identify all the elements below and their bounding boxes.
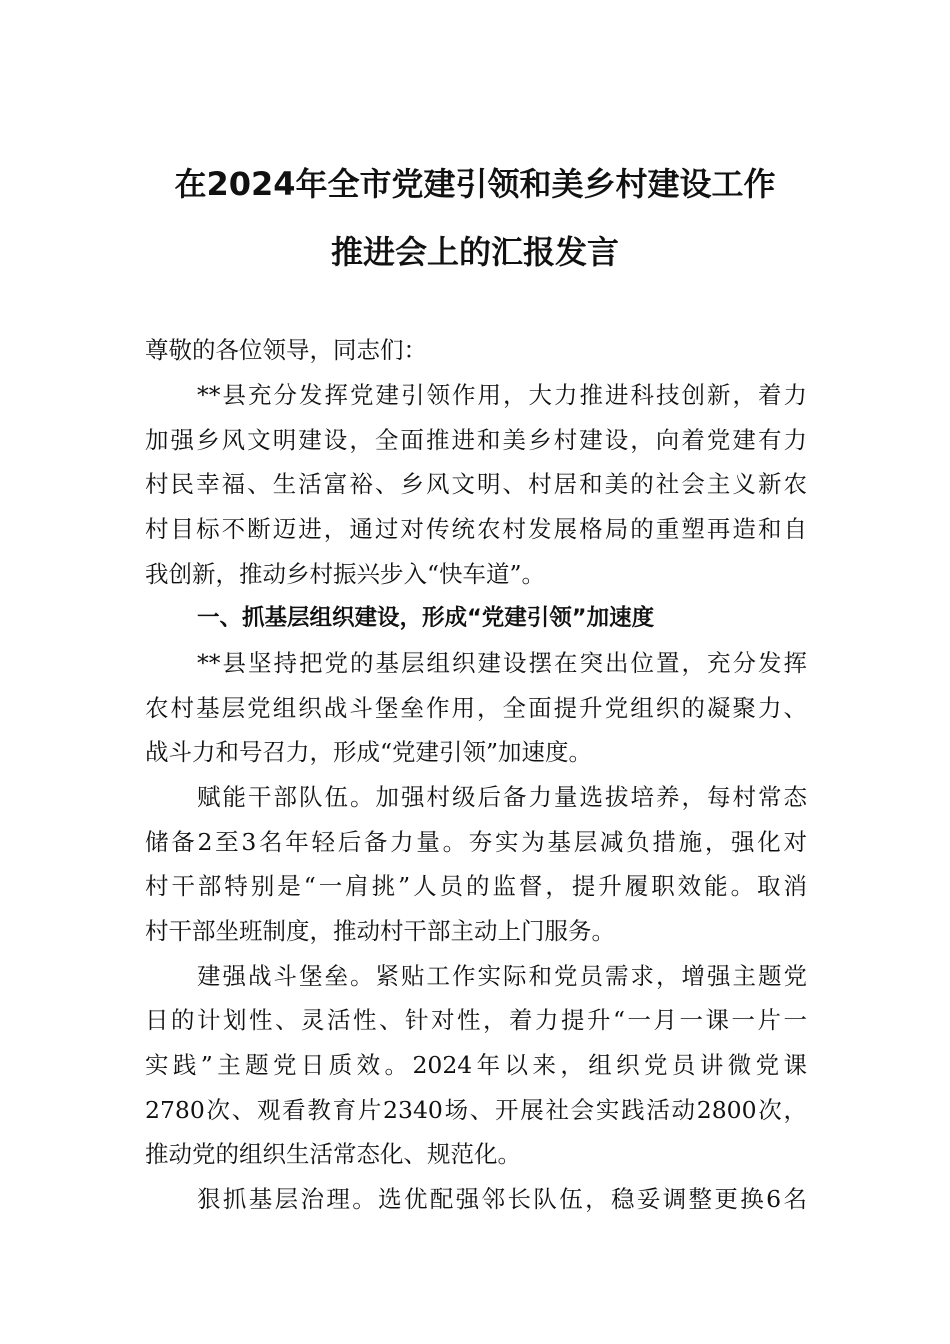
intro-line: **县充分发挥党建引领作用，大力推进科技创新，着力 [197, 381, 807, 409]
document-title-line-2: 推进会上的汇报发言 [330, 233, 619, 271]
intro-line: 我创新，推动乡村振兴步入“快车道”。 [145, 560, 546, 588]
section-intro-line: 战斗力和号召力，形成“党建引领”加速度。 [145, 738, 593, 766]
fortress-paragraph-line: 实践”主题党日质效。2024年以来，组织党员讲微党课 [145, 1051, 807, 1079]
section-heading: 一、抓基层组织建设，形成“党建引领”加速度 [197, 605, 655, 631]
section-intro-line: **县坚持把党的基层组织建设摆在突出位置，充分发挥 [197, 649, 807, 677]
cadre-paragraph-line: 储备2至3名年轻后备力量。夯实为基层减负措施，强化对 [145, 828, 807, 856]
fortress-paragraph-line: 2780次、观看教育片2340场、开展社会实践活动2800次， [145, 1096, 807, 1124]
fortress-paragraph-line: 日的计划性、灵活性、针对性，着力提升“一月一课一片一 [145, 1006, 807, 1034]
salutation: 尊敬的各位领导，同志们： [145, 336, 427, 364]
fortress-paragraph-line: 推动党的组织生活常态化、规范化。 [145, 1140, 521, 1168]
intro-line: 村民幸福、生活富裕、乡风文明、村居和美的社会主义新农 [145, 470, 807, 498]
cadre-paragraph-line: 村干部坐班制度，推动村干部主动上门服务。 [145, 917, 615, 945]
cadre-paragraph-line: 赋能干部队伍。加强村级后备力量选拔培养，每村常态 [197, 783, 807, 811]
document-title-line-1: 在2024年全市党建引领和美乡村建设工作 [174, 165, 776, 203]
intro-line: 村目标不断迈进，通过对传统农村发展格局的重塑再造和自 [145, 515, 807, 543]
cadre-paragraph-line: 村干部特别是“一肩挑”人员的监督，提升履职效能。取消 [145, 872, 807, 900]
governance-paragraph-line: 狠抓基层治理。选优配强邻长队伍，稳妥调整更换6名 [197, 1185, 807, 1213]
section-intro-line: 农村基层党组织战斗堡垒作用，全面提升党组织的凝聚力、 [145, 694, 807, 722]
fortress-paragraph-line: 建强战斗堡垒。紧贴工作实际和党员需求，增强主题党 [197, 962, 807, 990]
intro-line: 加强乡风文明建设，全面推进和美乡村建设，向着党建有力 [145, 426, 807, 454]
